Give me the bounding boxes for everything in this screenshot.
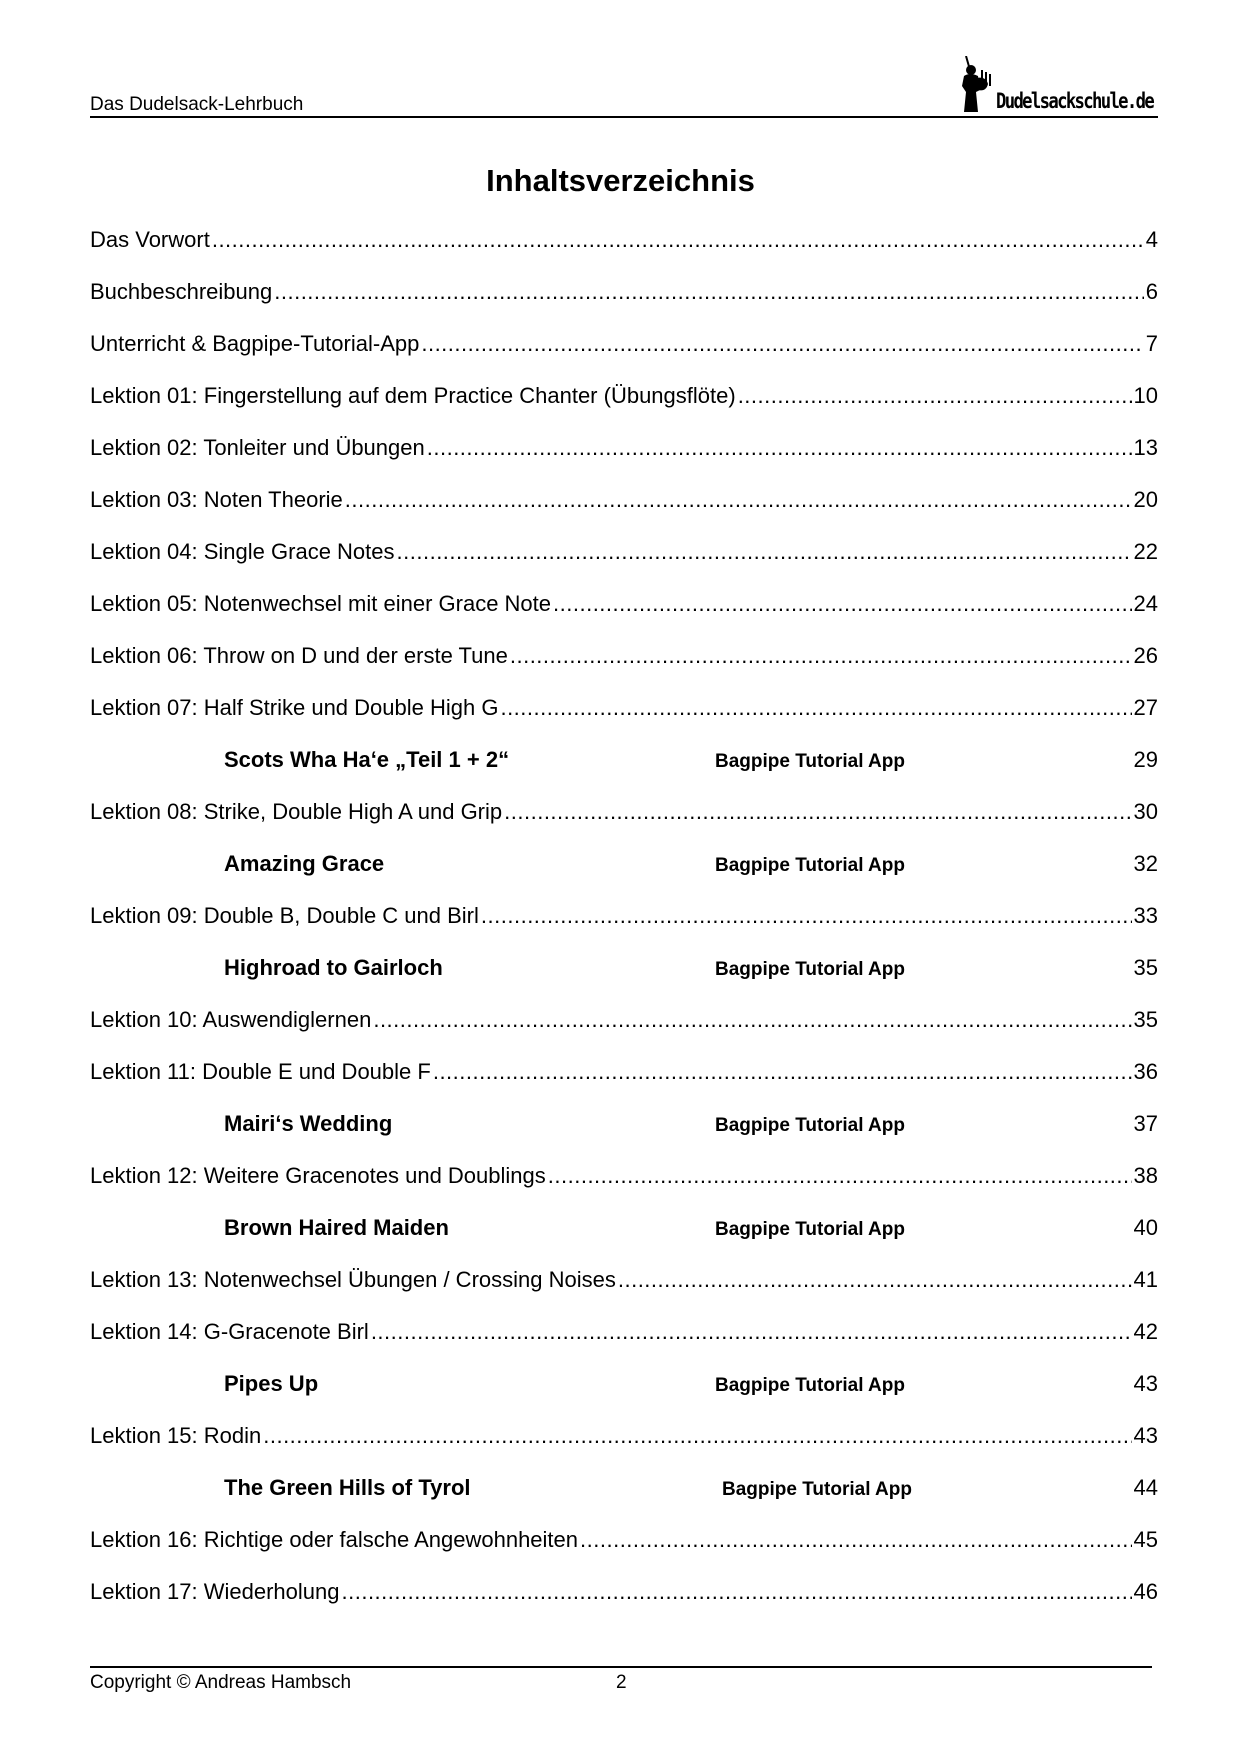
page-number: 45 [1133,1527,1158,1552]
dot-leader [553,590,1132,618]
tune-title: The Green Hills of Tyrol [224,1475,471,1500]
toc-entry[interactable]: Lektion 13: Notenwechsel Übungen / Crossing Noises ..... 41 [90,1266,1158,1318]
dot-leader [580,1526,1132,1554]
toc-entry[interactable]: Lektion 02: Tonleiter und Übungen ..... 13 [90,434,1158,486]
tune-title: Amazing Grace [224,851,385,876]
tune-title: Mairi‘s Wedding [224,1111,393,1136]
toc-tune-entry[interactable] [90,954,1158,1006]
page-number: 40 [1133,1215,1158,1240]
toc-tune-entry[interactable] [90,746,1158,798]
page-number: 36 [1133,1059,1158,1084]
bagpiper-silhouette-icon [960,56,994,112]
app-label: Bagpipe Tutorial App [715,1115,905,1136]
dot-leader [738,382,1132,410]
dot-leader [263,1422,1131,1450]
footer-divider [90,1666,1152,1668]
toc-tune-entry[interactable] [90,1214,1158,1266]
page-number: 42 [1133,1319,1158,1344]
page-title: Inhaltsverzeichnis [486,163,755,198]
toc-entry[interactable]: Lektion 04: Single Grace Notes ..... 22 [90,538,1158,590]
page-number: 26 [1133,643,1158,668]
app-label: Bagpipe Tutorial App [715,751,905,772]
app-label: Bagpipe Tutorial App [715,1375,905,1396]
toc-entry[interactable]: Buchbeschreibung ..... 6 [90,278,1158,330]
footer-copyright: Copyright © Andreas Hambsch [90,1672,352,1693]
app-label: Bagpipe Tutorial App [715,1219,905,1240]
toc-entry[interactable]: Unterricht & Bagpipe-Tutorial-App ..... 7 [90,330,1158,382]
page-number: 46 [1133,1579,1158,1604]
dot-leader [397,538,1132,566]
app-label: Bagpipe Tutorial App [722,1479,912,1500]
dot-leader [433,1058,1132,1086]
dot-leader [212,226,1144,254]
page-number: 27 [1133,695,1158,720]
page-number: 33 [1133,903,1158,928]
page-number: 37 [1133,1111,1158,1136]
tune-title: Scots Wha Ha‘e „Teil 1 + 2“ [224,747,510,772]
tune-title: Highroad to Gairloch [224,955,443,980]
page-number: 44 [1133,1475,1158,1500]
dot-leader [342,1578,1132,1606]
toc-entry[interactable]: Lektion 08: Strike, Double High A und Grip ..... 30 [90,798,1158,850]
page-number: 43 [1133,1423,1158,1448]
dot-leader [371,1318,1132,1346]
page-number: 43 [1133,1371,1158,1396]
dot-leader [427,434,1132,462]
toc-entry[interactable]: Lektion 15: Rodin ..... 43 [90,1422,1158,1474]
toc-entry[interactable]: Lektion 16: Richtige oder falsche Angewohnheiten ..... 45 [90,1526,1158,1578]
page-number: 32 [1133,851,1158,876]
tune-title: Pipes Up [224,1371,319,1396]
dot-leader [618,1266,1132,1294]
dot-leader [421,330,1143,358]
dot-leader [500,694,1131,722]
page-number: 30 [1133,799,1158,824]
tune-title: Brown Haired Maiden [224,1215,449,1240]
toc-entry[interactable]: Lektion 07: Half Strike und Double High G ..... 27 [90,694,1158,746]
toc-entry[interactable]: Lektion 06: Throw on D und der erste Tune ..... 26 [90,642,1158,694]
toc-tune-entry[interactable] [90,850,1158,902]
logo-text: Dudelsackschule.de [996,89,1154,113]
page-number: 22 [1133,539,1158,564]
dot-leader [548,1162,1132,1190]
dot-leader [373,1006,1131,1034]
dot-leader [510,642,1132,670]
toc-entry[interactable]: Lektion 12: Weitere Gracenotes und Doublings ..... 38 [90,1162,1158,1214]
toc-tune-entry[interactable] [90,1474,1158,1526]
app-label: Bagpipe Tutorial App [715,959,905,980]
toc-tune-entry[interactable] [90,1110,1158,1162]
page-number: 20 [1133,487,1158,512]
page-number: 29 [1133,747,1158,772]
logo [960,56,1158,112]
toc-entry[interactable]: Lektion 14: G-Gracenote Birl ..... 42 [90,1318,1158,1370]
dot-leader [504,798,1131,826]
toc-entry[interactable]: Lektion 09: Double B, Double C und Birl ..... 33 [90,902,1158,954]
page-number: 4 [1145,227,1158,252]
toc-entry[interactable]: Lektion 11: Double E und Double F ..... 36 [90,1058,1158,1110]
toc-entry[interactable]: Lektion 10: Auswendiglernen ..... 35 [90,1006,1158,1058]
dot-leader [481,902,1132,930]
page-number: 13 [1133,435,1158,460]
toc-tune-entry[interactable] [90,1370,1158,1422]
dot-leader [345,486,1132,514]
toc-entry[interactable]: Lektion 17: Wiederholung ..... 46 [90,1578,1158,1630]
page-number: 35 [1133,1007,1158,1032]
page-number: 41 [1133,1267,1158,1292]
dot-leader [274,278,1144,306]
toc-entry[interactable]: Das Vorwort ..... 4 [90,226,1158,278]
page-header [90,50,1158,118]
table-of-contents [90,226,1158,1630]
page-number: 7 [1145,331,1158,356]
footer-page-number: 2 [616,1672,627,1693]
page-number: 38 [1133,1163,1158,1188]
page-number: 10 [1133,383,1158,408]
toc-entry[interactable]: Lektion 01: Fingerstellung auf dem Practice Chanter (Übungsflöte) ..... 10 [90,382,1158,434]
app-label: Bagpipe Tutorial App [715,855,905,876]
page-number: 35 [1133,955,1158,980]
book-title: Das Dudelsack-Lehrbuch [90,94,304,115]
page-number: 24 [1133,591,1158,616]
toc-entry[interactable]: Lektion 05: Notenwechsel mit einer Grace Note ..... 24 [90,590,1158,642]
page-number: 6 [1145,279,1158,304]
toc-entry[interactable]: Lektion 03: Noten Theorie ..... 20 [90,486,1158,538]
